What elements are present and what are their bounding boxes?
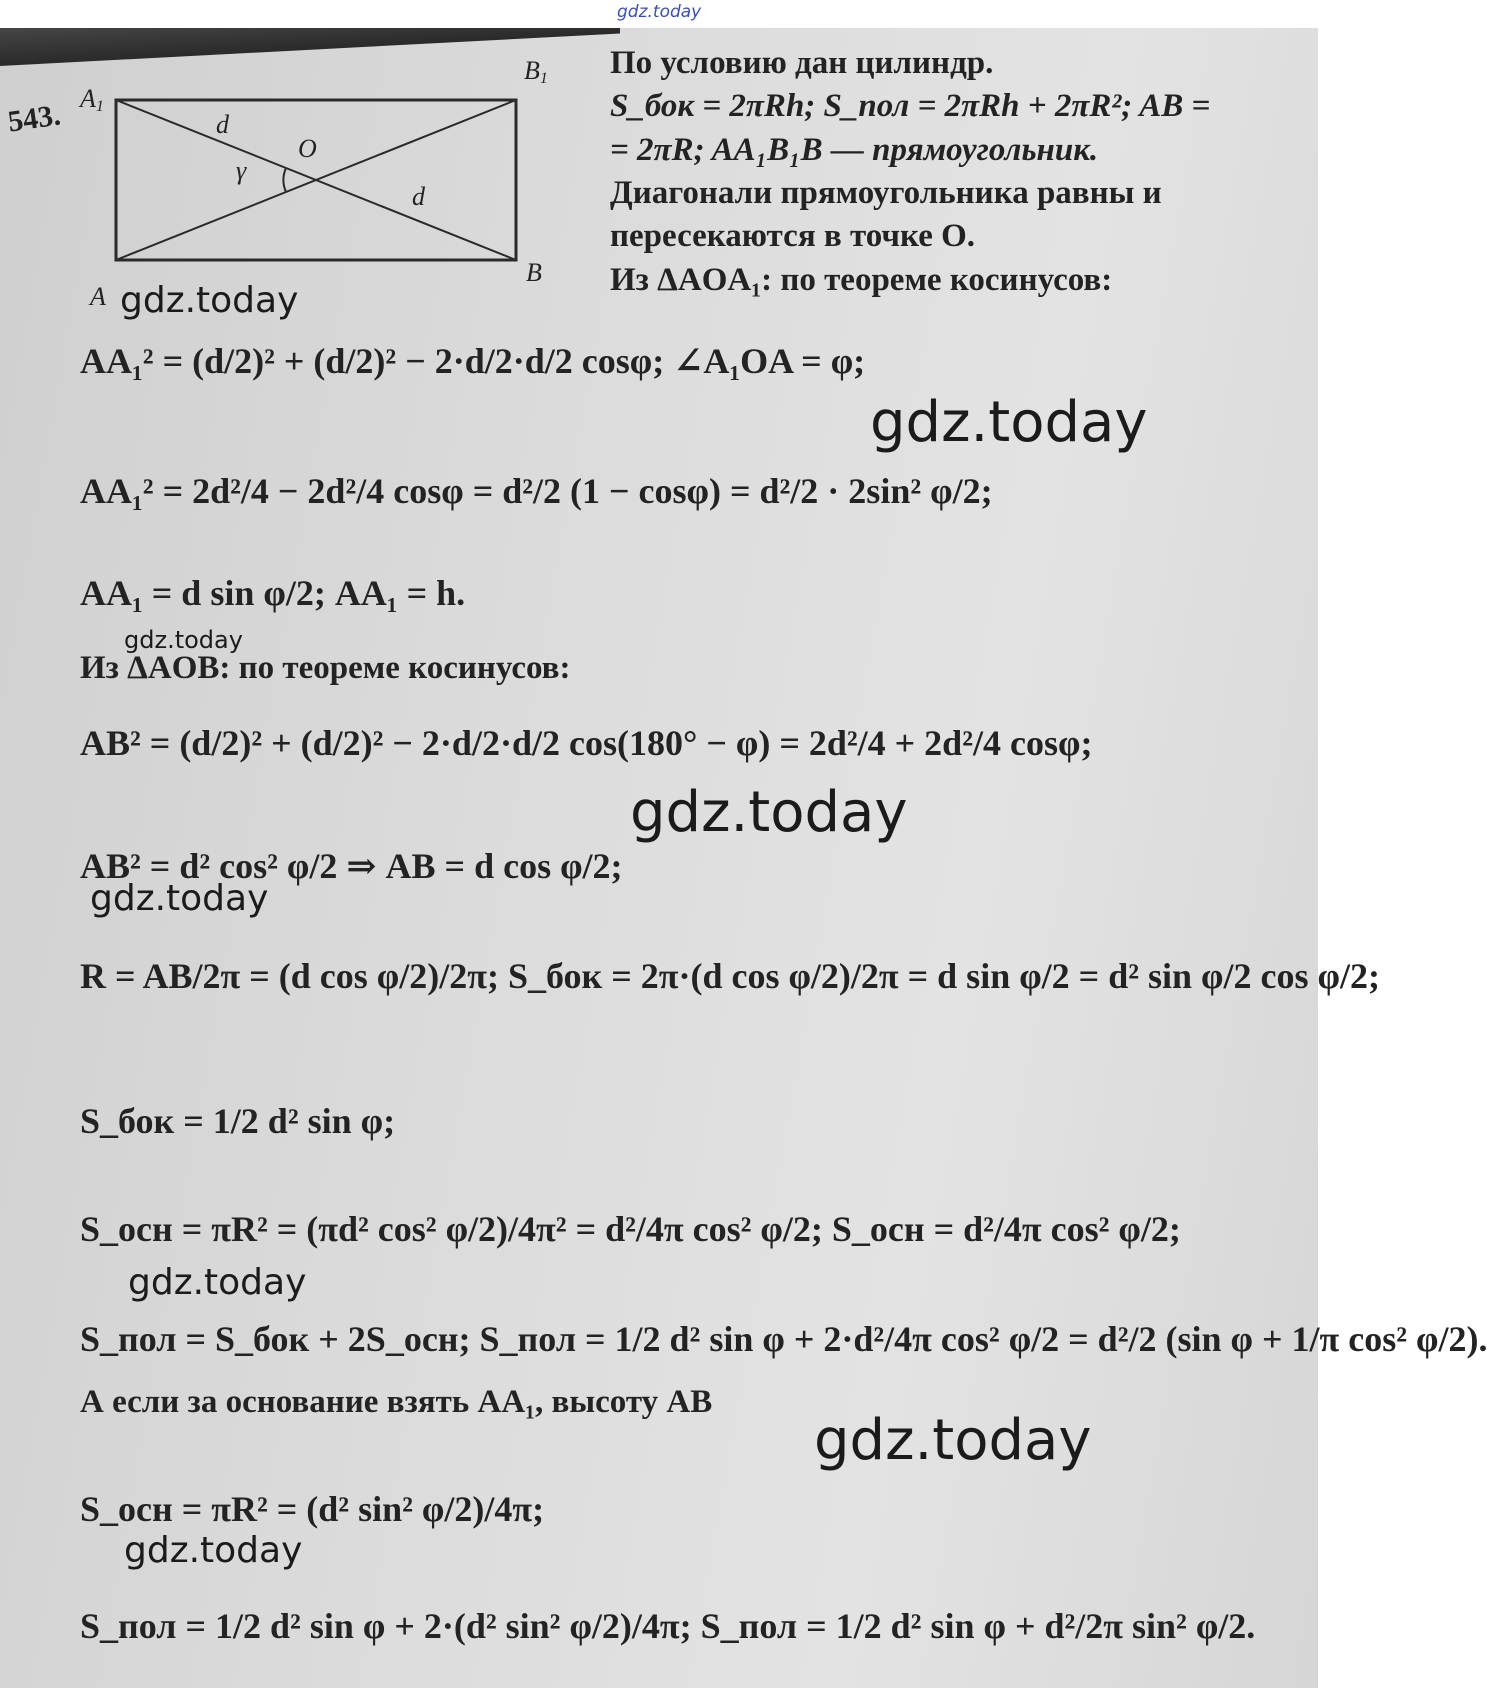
label-a: A	[90, 282, 106, 311]
formula-spol-alt: S_пол = 1/2 d² sin φ + 2·(d² sin² φ/2)/4π; S_пол = 1/2 d² sin φ + d²/2π sin² φ/2.	[80, 1606, 1256, 1646]
formula-r-sbok: R = AB/2π = (d cos φ/2)/2π; S_бок = 2π·(d cos φ/2)/2π = d sin φ/2 = d² sin φ/2 cos φ/2;	[80, 956, 1380, 996]
watermark-1[interactable]: gdz.today	[120, 280, 299, 321]
label-o: O	[298, 134, 317, 163]
intro-line-3: = 2πR; AA₁B₁B — прямоугольник.	[610, 132, 1099, 168]
rectangle-diagram	[90, 60, 550, 300]
formula-aa1: AA₁ = d sin φ/2; AA₁ = h.	[80, 573, 466, 613]
watermark-2[interactable]: gdz.today	[870, 390, 1148, 455]
intro-line-1: По условию дан цилиндр.	[610, 45, 994, 81]
formula-sosn-alt: S_осн = πR² = (d² sin² φ/2)/4π;	[80, 1489, 545, 1529]
watermark-7[interactable]: gdz.today	[814, 1408, 1092, 1473]
watermark-8[interactable]: gdz.today	[124, 1530, 303, 1571]
intro-line-2: S_бок = 2πRh; S_пол = 2πRh + 2πR²; AB =	[610, 88, 1211, 124]
watermark-top[interactable]: gdz.today	[617, 2, 702, 22]
watermark-6[interactable]: gdz.today	[128, 1262, 307, 1303]
problem-number: 543.	[5, 98, 63, 139]
label-gamma: γ	[236, 156, 247, 185]
label-d-lower: d	[412, 182, 425, 211]
label-b: B	[526, 258, 542, 287]
watermark-3[interactable]: gdz.today	[124, 626, 243, 654]
text-aob: Из ΔAOB: по теореме косинусов:	[80, 650, 571, 686]
formula-aa1-squared: AA₁² = (d/2)² + (d/2)² − 2·d/2·d/2 cosφ; ∠A₁OA = φ;	[80, 341, 866, 381]
intro-line-5: пересекаются в точке O.	[610, 218, 976, 254]
formula-sbok: S_бок = 1/2 d² sin φ;	[80, 1101, 396, 1141]
formula-spol: S_пол = S_бок + 2S_осн; S_пол = 1/2 d² sin φ + 2·d²/4π cos² φ/2 = d²/2 (sin φ + 1/π cos² φ/2).	[80, 1319, 1487, 1359]
intro-line-4: Диагонали прямоугольника равны и	[610, 175, 1162, 211]
text-base: А если за основание взять AA₁, высоту AB	[80, 1384, 713, 1420]
formula-aa1-expanded: AA₁² = 2d²/4 − 2d²/4 cosφ = d²/2 (1 − cosφ) = d²/2 · 2sin² φ/2;	[80, 471, 993, 511]
formula-ab: AB² = d² cos² φ/2 ⇒ AB = d cos φ/2;	[80, 846, 623, 886]
watermark-4[interactable]: gdz.today	[630, 780, 908, 845]
intro-line-6: Из ΔAOA₁: по теореме косинусов:	[610, 262, 1113, 298]
label-d-upper: d	[216, 110, 229, 139]
watermark-5[interactable]: gdz.today	[90, 878, 269, 919]
formula-sosn: S_осн = πR² = (πd² cos² φ/2)/4π² = d²/4π cos² φ/2; S_осн = d²/4π cos² φ/2;	[80, 1209, 1181, 1249]
label-a1: A1	[80, 84, 104, 115]
formula-ab-squared: AB² = (d/2)² + (d/2)² − 2·d/2·d/2 cos(180° − φ) = 2d²/4 + 2d²/4 cosφ;	[80, 723, 1093, 763]
angle-arc	[283, 168, 286, 192]
label-b1: B1	[524, 56, 548, 87]
